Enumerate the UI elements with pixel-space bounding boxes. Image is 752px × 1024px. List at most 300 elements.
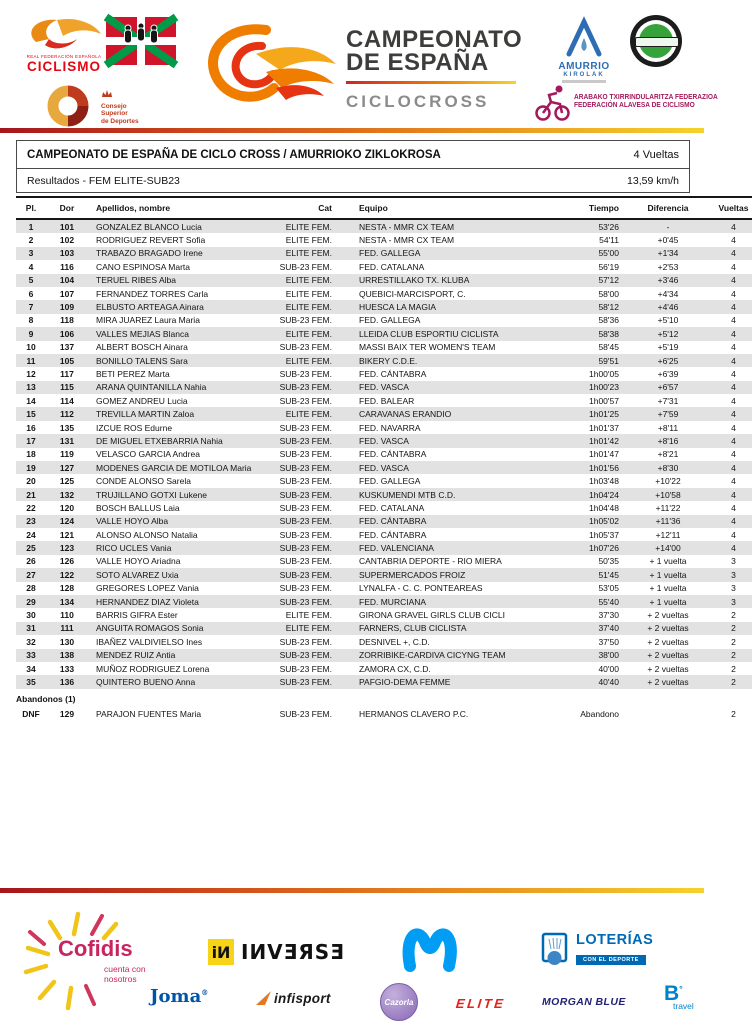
table-row xyxy=(16,461,752,474)
table-cell: SUB-23 FEM. xyxy=(279,449,332,460)
table-cell: 4 xyxy=(731,288,736,299)
table-cell: SUB-23 FEM. xyxy=(279,583,332,594)
table-cell: 55'00 xyxy=(598,248,619,259)
table-cell: 40'40 xyxy=(598,676,619,687)
table-row xyxy=(16,300,752,313)
table-cell: IBAÑEZ VALDIVIELSO Ines xyxy=(96,636,203,647)
table-cell: 132 xyxy=(59,489,75,500)
table-cell: HERMANOS CLAVERO P.C. xyxy=(359,709,469,720)
table-cell: 11 xyxy=(26,355,36,366)
table-cell: MIRA JUAREZ Laura Maria xyxy=(96,315,200,326)
table-cell: TRABAZO BRAGADO Irene xyxy=(96,248,203,259)
table-cell: SUB-23 FEM. xyxy=(279,261,332,272)
table-cell: 4 xyxy=(731,275,736,286)
table-cell: SUB-23 FEM. xyxy=(279,663,332,674)
table-cell: 1h01'42 xyxy=(589,435,619,446)
table-cell: ELITE FEM. xyxy=(285,355,332,366)
table-cell: 40'00 xyxy=(598,663,619,674)
joma-registered-mark: ® xyxy=(201,988,209,997)
table-cell: 138 xyxy=(59,650,75,661)
table-cell: PAFGIO-DEMA FEMME xyxy=(359,676,451,687)
column-header: Cat xyxy=(265,197,337,219)
table-cell: 121 xyxy=(59,529,75,540)
table-cell: RODRIGUEZ REVERT Sofia xyxy=(96,235,206,246)
arabako-federation-logo xyxy=(534,82,727,122)
table-cell: FED. CATALANA xyxy=(359,502,425,513)
table-cell: 12 xyxy=(26,368,36,379)
amurrio-caret-icon xyxy=(559,18,609,56)
table-cell: 31 xyxy=(26,623,36,634)
amurrio-sub: KIROLAK xyxy=(563,72,605,78)
morgan-blue-logo xyxy=(542,996,626,1008)
table-row xyxy=(16,501,752,514)
dnf-table xyxy=(16,708,752,721)
table-cell: 1h01'56 xyxy=(589,462,619,473)
title-box xyxy=(16,140,690,193)
table-cell: VALLE HOYO Ariadna xyxy=(96,556,181,567)
infisport-name: infisport xyxy=(274,991,331,1006)
table-cell: 4 xyxy=(731,529,736,540)
table-cell: ELITE FEM. xyxy=(285,328,332,339)
cazorla-name: Cazorla xyxy=(384,997,414,1007)
cofidis-name: Cofidis xyxy=(58,936,133,961)
event-title-line1: CAMPEONATO xyxy=(346,26,523,53)
table-cell: 131 xyxy=(59,435,75,446)
movistar-logo xyxy=(398,914,460,983)
table-cell: 102 xyxy=(59,235,75,246)
table-cell: +5'10 xyxy=(657,315,679,326)
table-cell: SUB-23 FEM. xyxy=(279,650,332,661)
table-cell: FED. BALEAR xyxy=(359,395,415,406)
table-cell: FED. VASCA xyxy=(359,462,409,473)
table-cell: 2 xyxy=(731,623,736,634)
table-row xyxy=(16,274,752,287)
table-cell: 118 xyxy=(60,315,74,326)
table-cell: CANTABRIA DEPORTE - RIO MIERA xyxy=(359,556,502,567)
table-cell: +11'22 xyxy=(655,502,681,513)
table-cell: SUB-23 FEM. xyxy=(279,516,332,527)
table-cell: 130 xyxy=(59,636,75,647)
table-cell: +8'11 xyxy=(657,422,679,433)
table-row xyxy=(16,528,752,541)
table-cell: FARNERS, CLUB CICLISTA xyxy=(359,623,467,634)
table-cell: 4 xyxy=(731,489,736,500)
csd-line2: Superior xyxy=(101,110,128,118)
table-cell: SUB-23 FEM. xyxy=(279,368,332,379)
table-cell: FED. CÁNTABRA xyxy=(359,516,427,527)
table-cell: 4 xyxy=(731,221,736,232)
table-cell: +3'46 xyxy=(657,275,679,286)
table-cell: 33 xyxy=(26,650,36,661)
table-cell: 51'45 xyxy=(598,569,619,580)
flame-cyclist-icon xyxy=(196,20,346,120)
table-cell: 10 xyxy=(26,342,36,353)
joma-logo xyxy=(150,986,208,1007)
table-cell: RICO UCLES Vania xyxy=(96,543,172,554)
table-cell: 20 xyxy=(26,476,36,487)
table-cell: 4 xyxy=(731,543,736,554)
table-cell xyxy=(628,708,708,721)
table-cell: 120 xyxy=(59,502,75,513)
table-cell: 4 xyxy=(731,315,736,326)
table-cell: 135 xyxy=(59,422,75,433)
table-cell: ELBUSTO ARTEAGA Ainara xyxy=(96,302,204,313)
table-cell: 2 xyxy=(731,676,736,687)
table-cell: 56'19 xyxy=(598,261,619,272)
table-cell: +5'12 xyxy=(657,328,679,339)
rfec-small-text: REAL FEDERACIÓN ESPAÑOLA xyxy=(26,54,102,59)
table-cell: 26 xyxy=(26,556,36,567)
btravel-dot-icon: ° xyxy=(679,984,683,994)
column-header: Tiempo xyxy=(554,197,628,219)
table-cell: FED. VASCA xyxy=(359,382,409,393)
table-cell: 105 xyxy=(59,355,75,366)
table-cell: SUB-23 FEM. xyxy=(279,569,332,580)
csd-logo xyxy=(40,84,139,126)
table-cell: 3 xyxy=(731,596,736,607)
table-cell: +10'22 xyxy=(655,476,681,487)
inverse-logo xyxy=(208,939,345,965)
table-cell: CONDE ALONSO Sarela xyxy=(96,476,191,487)
table-row xyxy=(16,341,752,354)
table-cell: 125 xyxy=(59,476,75,487)
table-cell: ALONSO ALONSO Natalia xyxy=(96,529,198,540)
table-cell: SUB-23 FEM. xyxy=(279,462,332,473)
table-cell: 1h04'24 xyxy=(589,489,619,500)
table-row xyxy=(16,708,752,721)
table-cell: +8'16 xyxy=(657,435,679,446)
table-cell: SUB-23 FEM. xyxy=(279,636,332,647)
basque-flag-logo xyxy=(106,17,176,70)
table-cell: TREVILLA MARTIN Zaloa xyxy=(96,409,195,420)
table-cell: +6'57 xyxy=(657,382,679,393)
table-cell: 4 xyxy=(731,261,736,272)
loterias-name: LOTERÍAS xyxy=(576,932,654,948)
table-cell: 1h07'26 xyxy=(589,543,619,554)
table-cell: 1h00'57 xyxy=(589,395,619,406)
table-cell: - xyxy=(666,221,670,232)
table-cell: 24 xyxy=(26,529,36,540)
club-badge-logo xyxy=(630,15,682,67)
table-cell: HERNANDEZ DIAZ Violeta xyxy=(96,596,199,607)
table-cell: ELITE FEM. xyxy=(285,409,332,420)
table-row xyxy=(16,622,752,635)
csd-line3: de Deportes xyxy=(101,117,139,125)
table-cell: 4 xyxy=(731,355,736,366)
table-cell: FED. GALLEGA xyxy=(359,315,421,326)
table-cell: SUB-23 FEM. xyxy=(279,342,332,353)
table-cell: ANGUITA ROMAGOS Sonia xyxy=(96,623,204,634)
table-cell: 30 xyxy=(26,610,36,621)
table-row xyxy=(16,515,752,528)
table-cell: + 1 vuelta xyxy=(649,583,687,594)
table-cell: CANO ESPINOSA Marta xyxy=(96,261,190,272)
table-cell: 8 xyxy=(28,315,34,326)
table-cell: 2 xyxy=(731,610,736,621)
table-cell: 1h01'25 xyxy=(589,409,619,420)
table-cell: SUB-23 FEM. xyxy=(279,382,332,393)
table-cell: 107 xyxy=(59,288,75,299)
table-cell: MENDEZ RUIZ Antia xyxy=(96,650,176,661)
table-row xyxy=(16,434,752,447)
table-cell: 4 xyxy=(731,368,736,379)
table-cell: 134 xyxy=(59,596,75,607)
table-cell: 4 xyxy=(731,516,736,527)
table-cell: 15 xyxy=(26,409,36,420)
table-cell: + 2 vueltas xyxy=(647,663,689,674)
table-cell: 25 xyxy=(26,543,36,554)
table-row xyxy=(16,260,752,273)
loterias-badge: CON EL DEPORTE xyxy=(576,955,646,965)
table-cell: SUB-23 FEM. xyxy=(279,435,332,446)
table-cell: 13 xyxy=(26,382,36,393)
table-cell: 55'40 xyxy=(598,596,619,607)
table-cell: 110 xyxy=(60,610,74,621)
btravel-b: B xyxy=(664,982,680,1005)
table-cell: PARAJON FUENTES Maria xyxy=(96,709,202,720)
table-cell: 124 xyxy=(59,516,75,527)
movistar-m-icon xyxy=(398,914,460,978)
table-cell: 1h00'23 xyxy=(589,382,619,393)
table-cell: FED. MURCIANA xyxy=(359,596,427,607)
table-cell: 4 xyxy=(731,435,736,446)
laps-total: 4 Vueltas xyxy=(633,148,679,161)
table-cell: + 2 vueltas xyxy=(647,623,689,634)
table-cell: GREGORES LOPEZ Vania xyxy=(96,583,199,594)
table-cell: DESNIVEL +, C.D. xyxy=(359,636,430,647)
table-cell: FED. CÁNTABRA xyxy=(359,529,427,540)
table-row xyxy=(16,649,752,662)
table-cell: VELASCO GARCIA Andrea xyxy=(96,449,200,460)
table-cell: 122 xyxy=(59,569,75,580)
table-cell: +6'39 xyxy=(657,368,679,379)
average-speed: 13,59 km/h xyxy=(627,174,679,187)
table-cell: 3 xyxy=(28,248,34,259)
table-cell: 2 xyxy=(731,663,736,674)
table-cell: BETI PEREZ Marta xyxy=(96,368,170,379)
table-cell: 109 xyxy=(59,302,75,313)
cazorla-logo xyxy=(380,983,418,1021)
table-cell: ELITE FEM. xyxy=(285,275,332,286)
table-cell: 3 xyxy=(731,556,736,567)
csd-crown-icon xyxy=(101,89,113,98)
table-cell: TRUJILLANO GOTXI Lukene xyxy=(96,489,208,500)
basque-flag-icon xyxy=(106,17,176,65)
table-cell: ELITE FEM. xyxy=(285,302,332,313)
table-cell: 4 xyxy=(731,328,736,339)
table-row xyxy=(16,327,752,340)
table-cell: 37'50 xyxy=(598,636,619,647)
table-cell: 133 xyxy=(59,663,75,674)
table-cell: 1h01'37 xyxy=(589,422,619,433)
table-cell: SUB-23 FEM. xyxy=(279,676,332,687)
table-row xyxy=(16,381,752,394)
table-cell: +7'59 xyxy=(657,409,679,420)
table-cell: 34 xyxy=(26,663,36,674)
table-cell: ELITE FEM. xyxy=(285,235,332,246)
event-subtitle: CICLOCROSS xyxy=(346,92,490,111)
column-header: Apellidos, nombre xyxy=(88,197,265,219)
table-cell: + 2 vueltas xyxy=(647,610,689,621)
table-cell: 1 xyxy=(28,221,34,232)
table-cell: 3 xyxy=(731,583,736,594)
table-cell: 18 xyxy=(26,449,36,460)
table-cell: 58'38 xyxy=(598,328,619,339)
table-cell: 4 xyxy=(731,235,736,246)
abandonos-label: Abandonos (1) xyxy=(16,693,76,704)
table-cell: +12'11 xyxy=(655,529,681,540)
inverse-icon: iИ xyxy=(208,939,234,965)
table-cell: ELITE FEM. xyxy=(285,288,332,299)
table-cell: DE MIGUEL ETXEBARRIA Nahia xyxy=(96,435,223,446)
table-cell: 117 xyxy=(60,368,74,379)
table-cell: VALLES MEJIAS Blanca xyxy=(96,328,189,339)
table-cell: FED. CÁNTABRA xyxy=(359,449,427,460)
table-cell: SUB-23 FEM. xyxy=(279,489,332,500)
table-cell: 4 xyxy=(731,502,736,513)
table-cell: 37'30 xyxy=(598,610,619,621)
table-cell: TERUEL RIBES Alba xyxy=(96,275,176,286)
table-cell: 4 xyxy=(731,476,736,487)
table-cell: + 1 vuelta xyxy=(649,556,687,567)
table-cell: FED. NAVARRA xyxy=(359,422,421,433)
column-header: Pl. xyxy=(16,197,46,219)
table-cell: 114 xyxy=(60,395,74,406)
table-cell: 101 xyxy=(59,221,75,232)
table-cell: 136 xyxy=(59,676,75,687)
table-cell: 129 xyxy=(59,709,75,720)
table-cell: 112 xyxy=(60,409,74,420)
table-cell: 22 xyxy=(26,502,36,513)
table-cell: +0'45 xyxy=(657,235,679,246)
results-table-section xyxy=(16,196,749,721)
table-cell: ELITE FEM. xyxy=(285,610,332,621)
table-cell: 1h00'05 xyxy=(589,368,619,379)
table-cell: +14'00 xyxy=(655,543,681,554)
table-cell: FED. GALLEGA xyxy=(359,476,421,487)
table-cell: 4 xyxy=(731,302,736,313)
table-cell: +8'21 xyxy=(657,449,679,460)
table-cell: 115 xyxy=(60,382,74,393)
table-cell: SUB-23 FEM. xyxy=(279,476,332,487)
table-row xyxy=(16,394,752,407)
table-row xyxy=(16,287,752,300)
event-title-underline xyxy=(346,81,516,84)
table-cell: 1h04'48 xyxy=(589,502,619,513)
table-cell: + 1 vuelta xyxy=(649,569,687,580)
table-row xyxy=(16,675,752,688)
table-cell: 127 xyxy=(59,462,75,473)
table-cell: 23 xyxy=(26,516,36,527)
event-title-line2: DE ESPAÑA xyxy=(346,49,489,76)
column-header: Equipo xyxy=(337,197,554,219)
table-cell: 2 xyxy=(731,650,736,661)
table-cell: GIRONA GRAVEL GIRLS CLUB CICLI xyxy=(359,610,505,621)
table-cell: FED. CATALANA xyxy=(359,261,425,272)
table-cell: +4'46 xyxy=(657,302,679,313)
table-cell: 103 xyxy=(59,248,75,259)
table-cell: BARRIS GIFRA Ester xyxy=(96,610,178,621)
table-cell: 53'05 xyxy=(598,583,619,594)
table-cell: FED. GALLEGA xyxy=(359,248,421,259)
table-cell: 58'45 xyxy=(598,342,619,353)
club-badge-band xyxy=(635,37,679,47)
table-cell: 9 xyxy=(28,328,34,339)
cofidis-tagline1: cuenta con xyxy=(104,964,146,974)
table-cell: 21 xyxy=(26,489,36,500)
btravel-logo xyxy=(664,980,694,1011)
table-row xyxy=(16,541,752,554)
table-header-row xyxy=(16,197,752,219)
table-cell: URRESTILLAKO TX. KLUBA xyxy=(359,275,470,286)
table-cell: 2 xyxy=(731,636,736,647)
table-cell: VALLE HOYO Alba xyxy=(96,516,169,527)
table-cell: 2 xyxy=(731,709,736,720)
table-cell: 53'26 xyxy=(598,221,619,232)
table-cell: BOSCH BALLUS Laia xyxy=(96,502,180,513)
table-row xyxy=(16,582,752,595)
table-cell: 4 xyxy=(731,422,736,433)
table-cell: 35 xyxy=(26,676,36,687)
table-cell: 58'00 xyxy=(598,288,619,299)
table-cell: KUSKUMENDI MTB C.D. xyxy=(359,489,456,500)
loterias-ball-icon xyxy=(540,932,570,972)
table-cell: 58'36 xyxy=(598,315,619,326)
csd-line1: Consejo xyxy=(101,102,127,110)
table-cell: ZORRIBIKE-CARDIVA CICYNG TEAM xyxy=(359,650,506,661)
loterias-logo xyxy=(540,932,653,972)
table-cell: GOMEZ ANDREU Lucia xyxy=(96,395,188,406)
table-row xyxy=(16,595,752,608)
table-cell: GONZALEZ BLANCO Lucia xyxy=(96,221,202,232)
table-cell: 5 xyxy=(28,275,34,286)
table-cell: 1h03'48 xyxy=(589,476,619,487)
table-row xyxy=(16,488,752,501)
table-cell: +1'34 xyxy=(657,248,679,259)
table-row xyxy=(16,247,752,260)
table-cell: FERNANDEZ TORRES Carla xyxy=(96,288,209,299)
table-row xyxy=(16,474,752,487)
table-row xyxy=(16,407,752,420)
table-cell: NESTA - MMR CX TEAM xyxy=(359,221,455,232)
event-heading: CAMPEONATO DE ESPAÑA DE CICLO CROSS / AMURRIOKO ZIKLOKROSA xyxy=(27,148,441,161)
table-cell: SUPERMERCADOS FROIZ xyxy=(359,569,466,580)
table-row xyxy=(16,233,752,246)
table-cell: MODENES GARCIA DE MOTILOA Maria xyxy=(96,462,252,473)
results-category: Resultados - FEM ELITE-SUB23 xyxy=(27,174,180,187)
table-cell: 4 xyxy=(731,449,736,460)
arabako-line1: ARABAKO TXIRRINDULARITZA FEDERAZIOA xyxy=(574,93,718,101)
table-cell: ZAMORA CX, C.D. xyxy=(359,663,431,674)
table-cell: 4 xyxy=(731,395,736,406)
table-cell: SUB-23 FEM. xyxy=(279,709,332,720)
table-cell: IZCUE ROS Edurne xyxy=(96,422,173,433)
table-cell: ELITE FEM. xyxy=(285,221,332,232)
btravel-sub: travel xyxy=(673,1001,694,1011)
table-cell: FED. VASCA xyxy=(359,435,409,446)
table-cell: 27 xyxy=(26,569,36,580)
table-cell: +8'30 xyxy=(657,462,679,473)
gradient-divider-top xyxy=(0,128,704,133)
table-cell: SUB-23 FEM. xyxy=(279,596,332,607)
table-row xyxy=(16,608,752,621)
table-cell: 4 xyxy=(731,462,736,473)
table-cell: 106 xyxy=(59,328,75,339)
table-cell: BIKERY C.D.E. xyxy=(359,355,418,366)
table-cell: ALBERT BOSCH Ainara xyxy=(96,342,188,353)
table-cell: 4 xyxy=(731,342,736,353)
table-cell: LYNALFA - C. C. PONTEAREAS xyxy=(359,583,483,594)
